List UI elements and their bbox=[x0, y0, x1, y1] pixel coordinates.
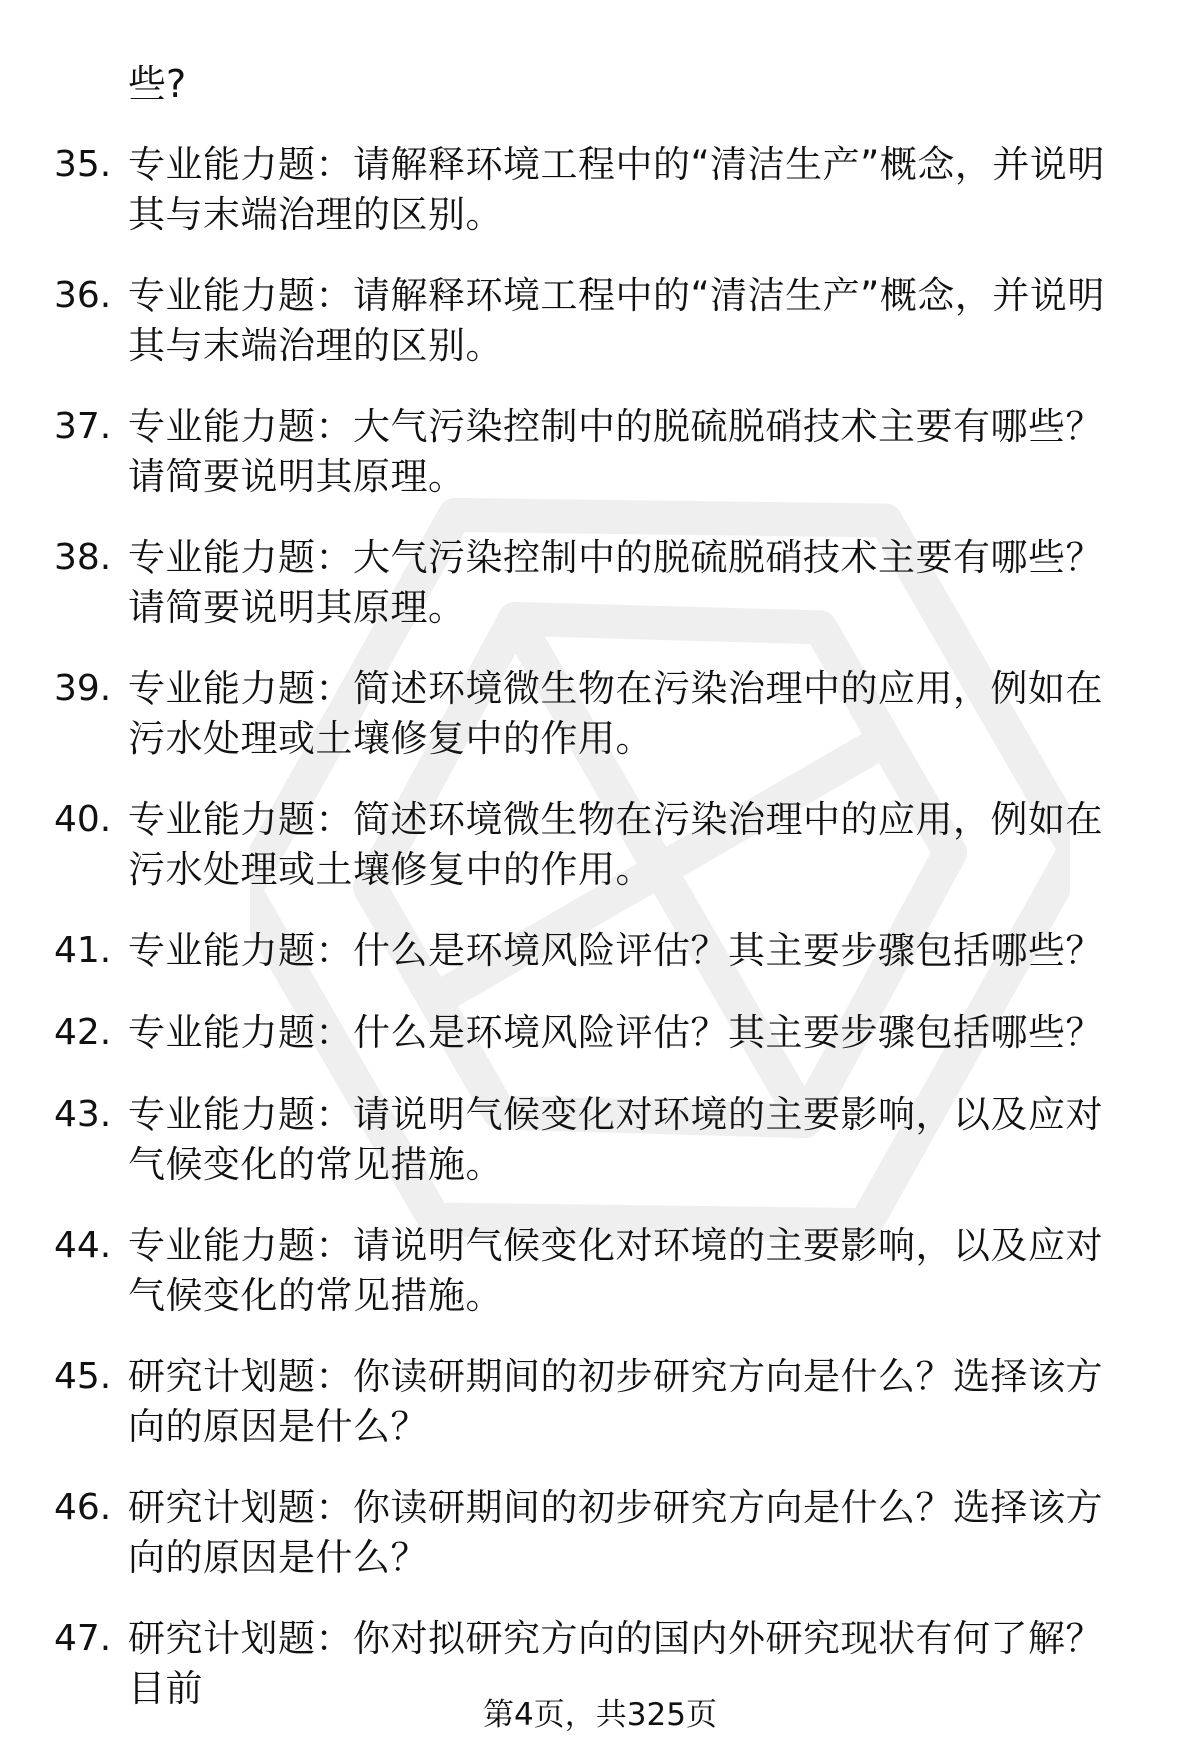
question-number: 36. bbox=[54, 275, 112, 316]
question-item bbox=[0, 1090, 1200, 1221]
question-text: 专业能力题：请说明气候变化对环境的主要影响，以及应对气候变化的常见措施。 bbox=[128, 1093, 1103, 1186]
question-item bbox=[0, 926, 1200, 1008]
question-number: 45. bbox=[54, 1356, 112, 1397]
question-text: 研究计划题：你对拟研究方向的国内外研究现状有何了解？目前 bbox=[128, 1617, 1103, 1710]
question-text: 研究计划题：你读研期间的初步研究方向是什么？选择该方向的原因是什么？ bbox=[128, 1355, 1103, 1448]
question-item bbox=[0, 795, 1200, 926]
question-text: 专业能力题：大气污染控制中的脱硫脱硝技术主要有哪些？请简要说明其原理。 bbox=[128, 536, 1103, 629]
question-text: 专业能力题：简述环境微生物在污染治理中的应用，例如在污水处理或土壤修复中的作用。 bbox=[128, 798, 1103, 891]
question-item bbox=[0, 533, 1200, 664]
question-number: 40. bbox=[54, 799, 112, 840]
question-number: 43. bbox=[54, 1094, 112, 1135]
question-number: 42. bbox=[54, 1012, 112, 1053]
question-text: 专业能力题：大气污染控制中的脱硫脱硝技术主要有哪些？请简要说明其原理。 bbox=[128, 405, 1103, 498]
question-item bbox=[0, 402, 1200, 533]
question-list bbox=[0, 140, 1200, 1710]
continuation-text: 些? bbox=[128, 62, 187, 106]
question-number: 47. bbox=[54, 1618, 112, 1659]
question-number: 41. bbox=[54, 930, 112, 971]
question-number: 39. bbox=[54, 668, 112, 709]
question-item bbox=[0, 271, 1200, 402]
question-text: 研究计划题：你读研期间的初步研究方向是什么？选择该方向的原因是什么？ bbox=[128, 1486, 1103, 1579]
question-number: 38. bbox=[54, 537, 112, 578]
question-text: 专业能力题：什么是环境风险评估？其主要步骤包括哪些？ bbox=[128, 1011, 1103, 1054]
question-number: 44. bbox=[54, 1225, 112, 1266]
question-item bbox=[0, 1352, 1200, 1483]
question-text: 专业能力题：简述环境微生物在污染治理中的应用，例如在污水处理或土壤修复中的作用。 bbox=[128, 667, 1103, 760]
question-item bbox=[0, 1008, 1200, 1090]
question-number: 35. bbox=[54, 144, 112, 185]
question-text: 专业能力题：请说明气候变化对环境的主要影响，以及应对气候变化的常见措施。 bbox=[128, 1224, 1103, 1317]
question-item bbox=[0, 664, 1200, 795]
question-text: 专业能力题：请解释环境工程中的“清洁生产”概念，并说明其与末端治理的区别。 bbox=[128, 143, 1105, 236]
question-item bbox=[0, 1221, 1200, 1352]
question-number: 46. bbox=[54, 1487, 112, 1528]
question-number: 37. bbox=[54, 406, 112, 447]
page-footer: 第4页，共325页 bbox=[483, 1697, 717, 1733]
question-text: 专业能力题：请解释环境工程中的“清洁生产”概念，并说明其与末端治理的区别。 bbox=[128, 274, 1105, 367]
question-item bbox=[0, 140, 1200, 271]
question-item bbox=[0, 1483, 1200, 1614]
question-text: 专业能力题：什么是环境风险评估？其主要步骤包括哪些？ bbox=[128, 929, 1103, 972]
question-item bbox=[0, 1614, 1200, 1710]
